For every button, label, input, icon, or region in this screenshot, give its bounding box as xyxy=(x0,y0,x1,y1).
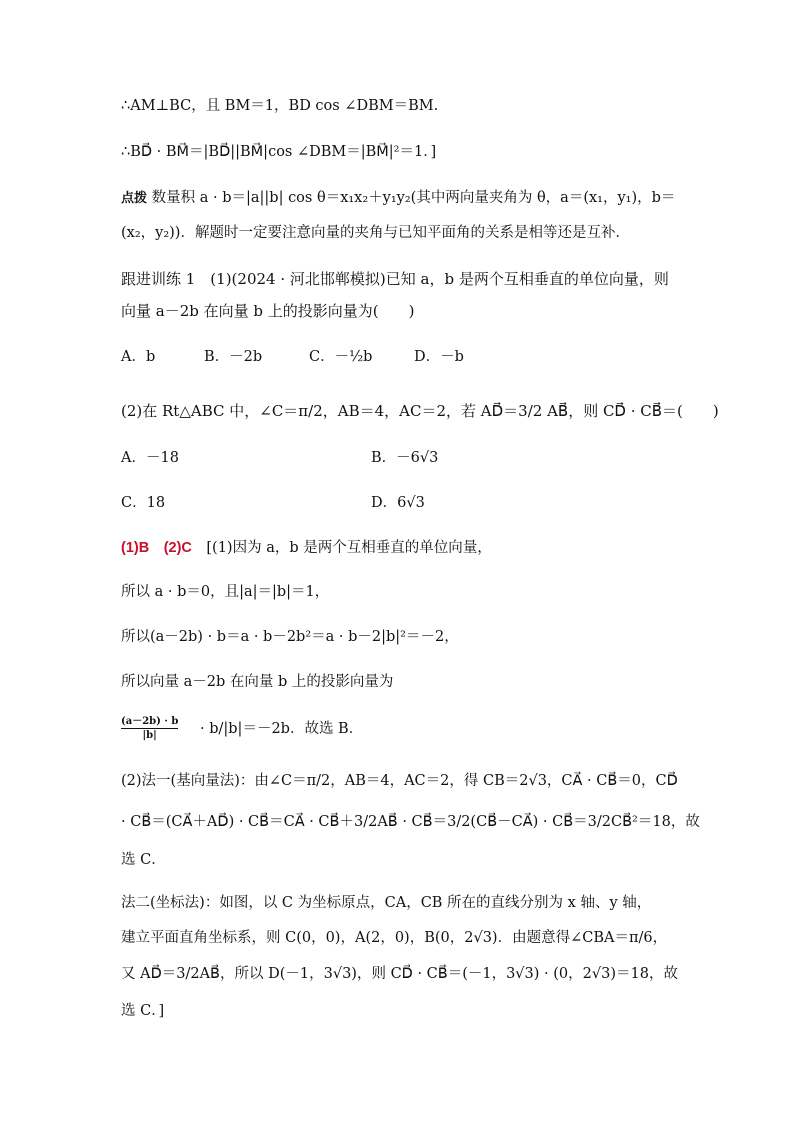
tip-text: 数量积 a · b＝|a||b| cos θ＝x₁x₂＋y₁y₂(其中两向量夹角为 θ，a＝(x₁，y₁)，b＝ xyxy=(147,190,676,206)
exercise-title: 跟进训练 1 (1)(2024 · 河北邯郸模拟)已知 a，b 是两个互相垂直的单位向量，则 xyxy=(121,270,669,288)
text-line-6: 向量 a－2b 在向量 b 上的投影向量为( ) xyxy=(121,302,415,320)
question-2: (2)在 Rt△ABC 中，∠C＝π/2，AB＝4，AC＝2，若 AD⃗＝3/2 AB⃗，则 CD⃗ · CB⃗＝( ) xyxy=(121,402,719,420)
answer-line xyxy=(121,538,492,558)
text-line-12: 所以 a · b＝0，且|a|＝|b|＝1， xyxy=(121,584,330,600)
q1-option-b: B．－2b xyxy=(204,349,263,365)
tip-line xyxy=(121,188,675,209)
text-line-2: ∴BD⃗ · BM⃗＝|BD⃗||BM⃗|cos ∠DBM＝|BM⃗|²＝1．] xyxy=(121,144,437,160)
method-2-line-4: 选 C．] xyxy=(121,1003,165,1019)
method-1-line-3: 选 C． xyxy=(121,852,166,868)
answer-label: (1)B (2)C xyxy=(121,540,192,556)
text-line-1: ∴AM⊥BC，且 BM＝1，BD cos ∠DBM＝BM. xyxy=(121,98,439,114)
method-2-line-3: 又 AD⃗＝3/2AB⃗，所以 D(－1，3√3)，则 CD⃗ · CB⃗＝(－1，3√3) · (0，2√3)＝18，故 xyxy=(121,966,678,982)
text-line-14: 所以向量 a－2b 在向量 b 上的投影向量为 xyxy=(121,674,394,690)
fraction-numerator: (a－2b) · b xyxy=(121,716,179,727)
projection-fraction xyxy=(121,712,178,741)
q1-option-d: D．－b xyxy=(414,349,464,365)
tip-label: 点拨 xyxy=(121,191,148,206)
text-line-4: (x₂，y₂))．解题时一定要注意向量的夹角与已知平面角的关系是相等还是互补． xyxy=(121,225,630,241)
text-line-13: 所以(a－2b) · b＝a · b－2b²＝a · b－2|b|²＝－2， xyxy=(121,629,459,645)
method-2-line-1: 法二(坐标法)：如图，以 C 为坐标原点，CA，CB 所在的直线分别为 x 轴、y 轴， xyxy=(121,895,652,911)
method-1-line-1: (2)法一(基向量法)：由∠C＝π/2，AB＝4，AC＝2，得 CB＝2√3，CA⃗ · CB⃗＝0，CD⃗ xyxy=(121,773,678,789)
answer-intro: [(1)因为 a，b 是两个互相垂直的单位向量， xyxy=(191,540,492,556)
text-line-15: · b/|b|＝－2b．故选 B． xyxy=(200,721,364,737)
q1-option-c: C．－½b xyxy=(309,349,373,365)
q1-option-a: A．b xyxy=(121,349,156,365)
q2-option-c: C．18 xyxy=(121,495,166,511)
q2-option-d: D．6√3 xyxy=(371,495,425,511)
method-1-line-2: · CB⃗＝(CA⃗＋AD⃗) · CB⃗＝CA⃗ · CB⃗＋3/2AB⃗ · CB⃗＝3/2(CB⃗－CA⃗) · CB⃗＝3/2CB⃗²＝18，故 xyxy=(121,814,700,830)
method-2-line-2: 建立平面直角坐标系，则 C(0，0)，A(2，0)，B(0，2√3)．由题意得∠CBA＝π/6， xyxy=(121,930,668,946)
q2-option-a: A．－18 xyxy=(121,450,179,466)
q2-option-b: B．－6√3 xyxy=(371,450,439,466)
fraction-denominator: |b| xyxy=(142,730,157,741)
